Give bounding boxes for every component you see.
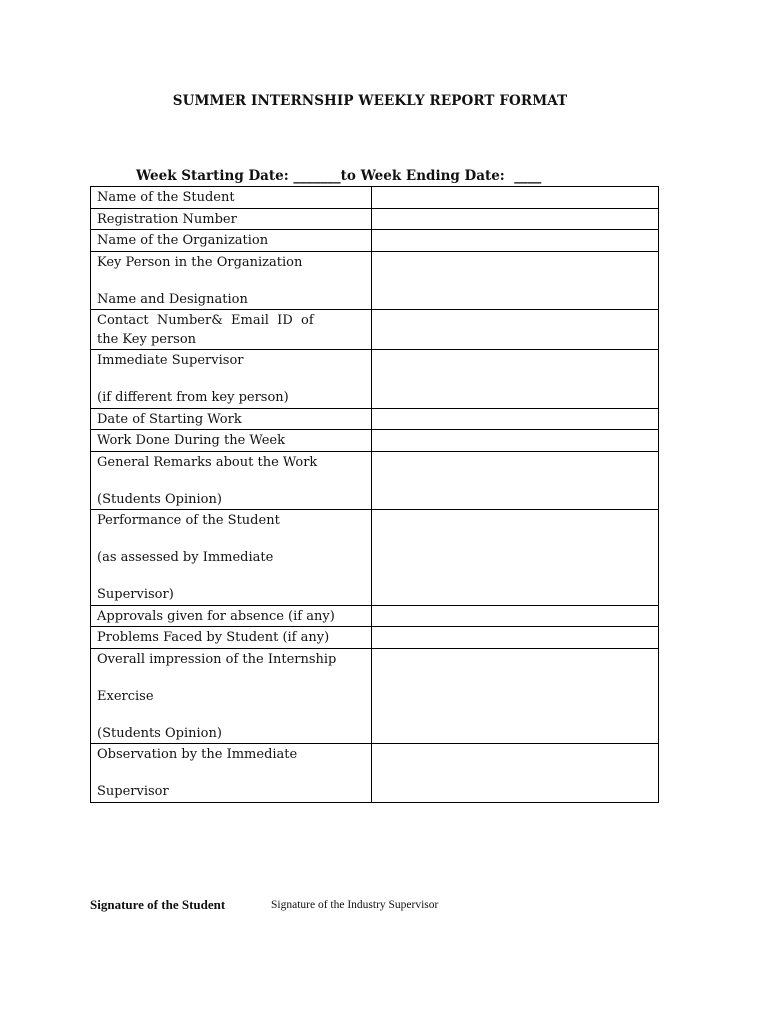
week-date-line: Week Starting Date: _______to Week Ending Date: ____ — [136, 168, 542, 184]
field-label-cell — [91, 310, 372, 350]
table-row — [91, 744, 659, 803]
field-label: Contact Number& Email ID of — [97, 313, 314, 328]
field-value-cell[interactable] — [372, 310, 659, 350]
field-value-cell[interactable] — [372, 430, 659, 452]
field-value-cell[interactable] — [372, 408, 659, 430]
field-value-cell[interactable] — [372, 187, 659, 209]
table-row — [91, 430, 659, 452]
table-row — [91, 648, 659, 744]
field-label: General Remarks about the Work — [97, 454, 318, 470]
field-label-cell — [91, 430, 372, 452]
field-label-cell — [91, 230, 372, 252]
field-label: the Key person — [97, 331, 197, 347]
field-label-cell — [91, 605, 372, 627]
field-label: Problems Faced by Student (if any) — [97, 630, 330, 645]
field-label: Exercise — [97, 688, 154, 704]
field-label: Supervisor) — [97, 587, 174, 602]
table-row — [91, 510, 659, 606]
field-label: (Students Opinion) — [97, 491, 222, 507]
table-row — [91, 605, 659, 627]
industry-supervisor-signature-label: Signature of the Industry Supervisor — [271, 899, 439, 911]
field-value-cell[interactable] — [372, 627, 659, 649]
field-label: Performance of the Student — [97, 513, 280, 528]
field-label: Supervisor — [97, 784, 169, 799]
student-signature-label: Signature of the Student — [90, 897, 226, 912]
field-label: Observation by the Immediate — [97, 747, 298, 762]
field-label: Immediate Supervisor — [97, 353, 244, 368]
field-label-cell — [91, 251, 372, 310]
field-label-cell — [91, 187, 372, 209]
field-label-cell — [91, 408, 372, 430]
field-label: Approvals given for absence (if any) — [97, 608, 335, 624]
table-row — [91, 251, 659, 310]
table-row — [91, 408, 659, 430]
field-label-cell — [91, 510, 372, 606]
field-label: (as assessed by Immediate — [97, 550, 274, 565]
table-row — [91, 208, 659, 230]
field-label-cell — [91, 648, 372, 744]
table-row — [91, 230, 659, 252]
field-value-cell[interactable] — [372, 510, 659, 606]
table-row — [91, 187, 659, 209]
field-label: Name of the Organization — [97, 233, 269, 248]
field-label-cell — [91, 208, 372, 230]
field-label: Overall impression of the Internship — [97, 651, 337, 667]
table-row — [91, 451, 659, 510]
document-title: SUMMER INTERNSHIP WEEKLY REPORT FORMAT — [172, 93, 568, 109]
field-value-cell[interactable] — [372, 648, 659, 744]
field-value-cell[interactable] — [372, 451, 659, 510]
field-label-cell — [91, 744, 372, 803]
table-row — [91, 350, 659, 409]
field-value-cell[interactable] — [372, 350, 659, 409]
field-label-cell — [91, 451, 372, 510]
field-label: (if different from key person) — [97, 390, 289, 405]
field-label-cell — [91, 627, 372, 649]
field-value-cell[interactable] — [372, 251, 659, 310]
field-value-cell[interactable] — [372, 744, 659, 803]
field-label: Name of the Student — [97, 190, 235, 205]
field-value-cell[interactable] — [372, 208, 659, 230]
table-row — [91, 627, 659, 649]
field-label-cell — [91, 350, 372, 409]
report-table — [90, 186, 659, 803]
table-row — [91, 310, 659, 350]
field-value-cell[interactable] — [372, 605, 659, 627]
field-label: (Students Opinion) — [97, 725, 222, 741]
field-value-cell[interactable] — [372, 230, 659, 252]
field-label: Work Done During the Week — [97, 433, 285, 448]
report-table-body — [91, 187, 659, 803]
field-label: Name and Designation — [97, 291, 248, 307]
field-label: Registration Number — [97, 211, 237, 227]
field-label: Key Person in the Organization — [97, 254, 303, 270]
field-label: Date of Starting Work — [97, 411, 242, 427]
